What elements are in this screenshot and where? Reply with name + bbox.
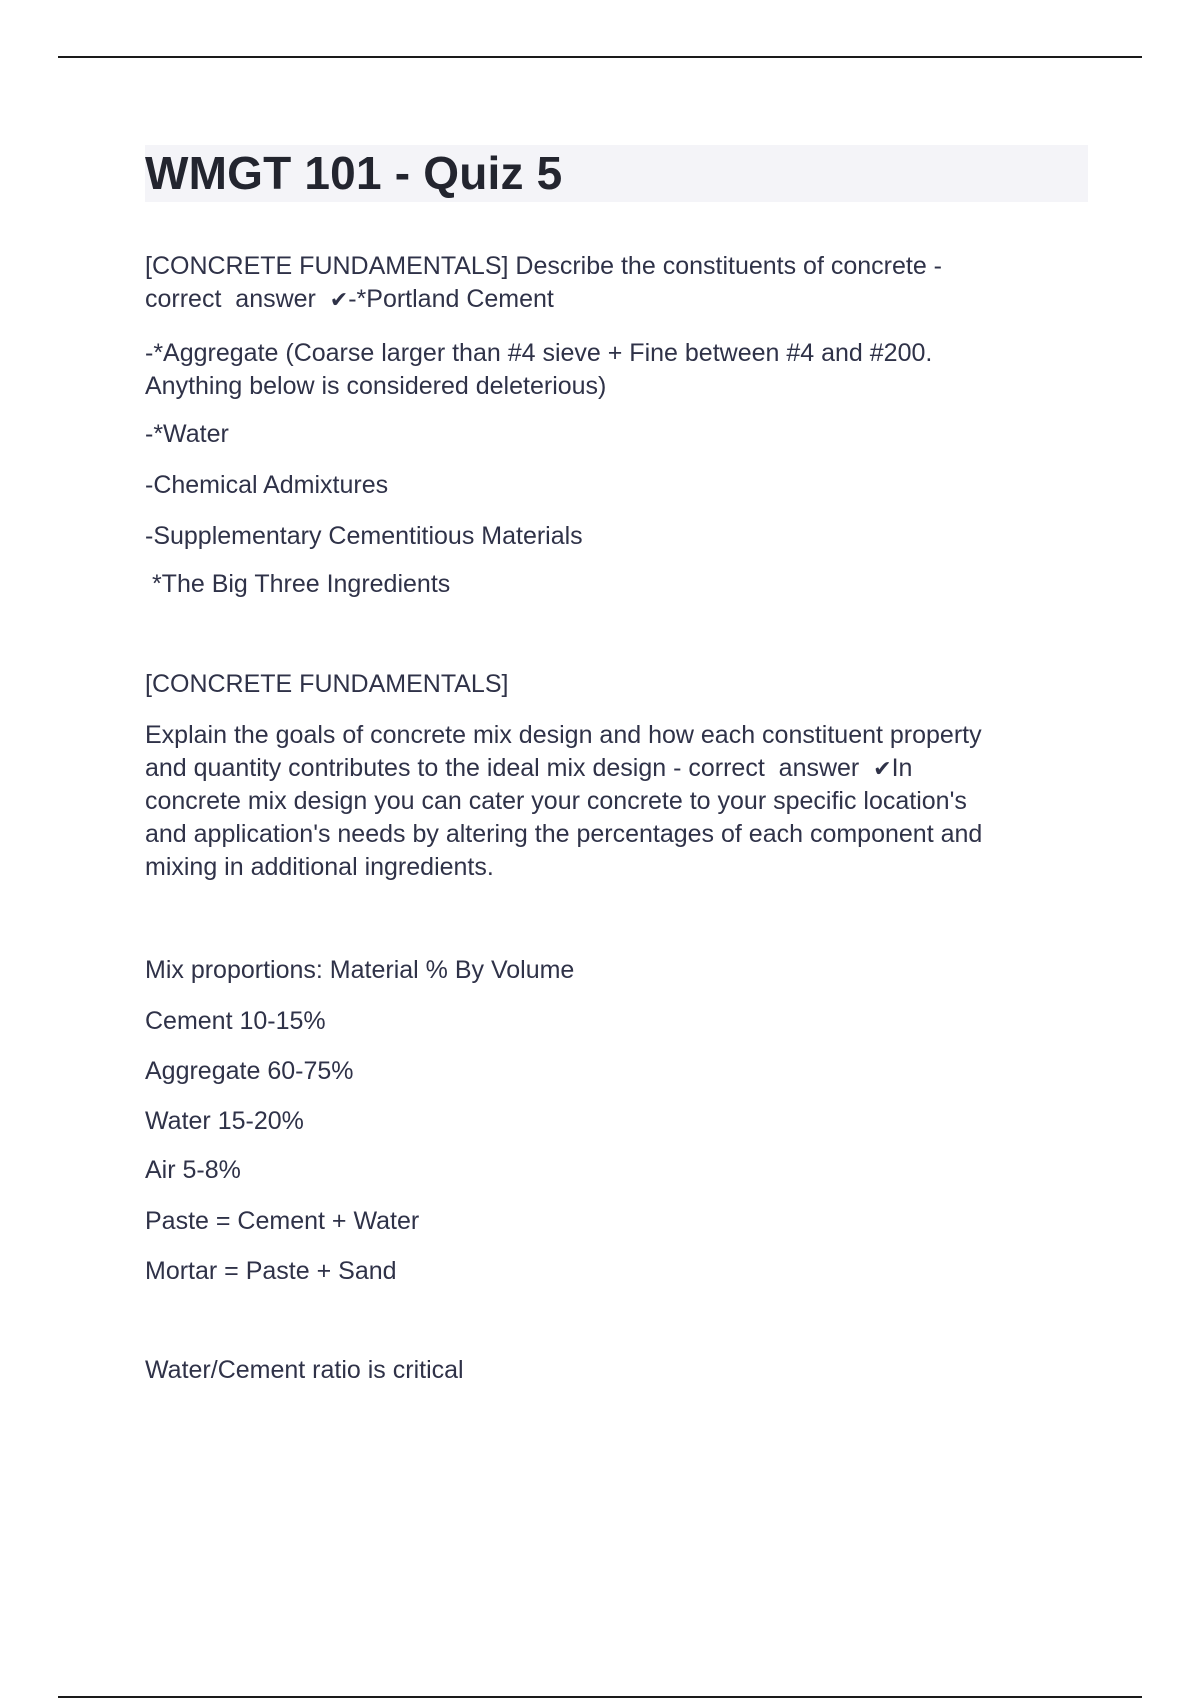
q2-heading-block [145,668,1065,701]
q1-line2 [145,283,1065,316]
q1-answer-first: -*Portland Cement [348,285,554,313]
document-title: WMGT 101 - Quiz 5 [145,147,563,199]
q2-heading: [CONCRETE FUNDAMENTALS] [145,670,509,698]
mix-paste: Paste = Cement + Water [145,1207,420,1235]
q1-item-aggregate: -*Aggregate (Coarse larger than #4 sieve + Fine between #4 and #200. [145,339,933,367]
q1-item-scm: -Supplementary Cementitious Materials [145,522,583,550]
mix-line-air [145,1154,1065,1187]
q1-water-item [145,418,1065,451]
top-rule [58,56,1142,58]
q2-body [145,719,1065,884]
q1-admixtures-item [145,469,1065,502]
mix-proportions-heading: Mix proportions: Material % By Volume [145,956,575,984]
q2-body-line3: concrete mix design you can cater your concrete to your specific location's [145,787,967,815]
mix-aggregate: Aggregate 60-75% [145,1057,354,1085]
q1-line1: [CONCRETE FUNDAMENTALS] Describe the constituents of concrete - [145,252,942,280]
q1-scm-item [145,520,1065,553]
question-1 [145,250,1065,316]
mix-line-water [145,1105,1065,1138]
q1-answer-label: correct answer [145,285,330,313]
q2-answer-first: In [891,754,913,782]
mix-line-aggregate [145,1055,1065,1088]
checkmark-icon: ✔ [329,287,349,312]
mix-line-paste [145,1205,1065,1238]
q1-aggregate-item [145,337,1065,403]
q1-item-note: *The Big Three Ingredients [145,570,451,598]
mix-water: Water 15-20% [145,1107,304,1135]
q2-body-line1: Explain the goals of concrete mix design and how each constituent property [145,721,982,749]
bottom-rule [58,1696,1142,1698]
mix-line-heading [145,954,1065,987]
closing-block [145,1354,1065,1387]
q2-body-line2-text: and quantity contributes to the ideal mix design - correct answer [145,754,874,782]
mix-mortar: Mortar = Paste + Sand [145,1257,397,1285]
mix-line-cement [145,1005,1065,1038]
q2-body-line2 [145,752,1065,785]
q1-item-admixtures: -Chemical Admixtures [145,471,389,499]
q1-note-item [145,568,1065,601]
q1-item-aggregate-cont: Anything below is considered deleterious) [145,372,607,400]
mix-air: Air 5-8% [145,1156,241,1184]
q2-body-line4: and application's needs by altering the percentages of each component and [145,820,983,848]
mix-cement: Cement 10-15% [145,1007,326,1035]
checkmark-icon: ✔ [873,756,892,781]
mix-line-mortar [145,1255,1065,1288]
q2-body-line5: mixing in additional ingredients. [145,853,494,881]
q1-item-water: -*Water [145,420,229,448]
water-cement-note: Water/Cement ratio is critical [145,1356,464,1384]
